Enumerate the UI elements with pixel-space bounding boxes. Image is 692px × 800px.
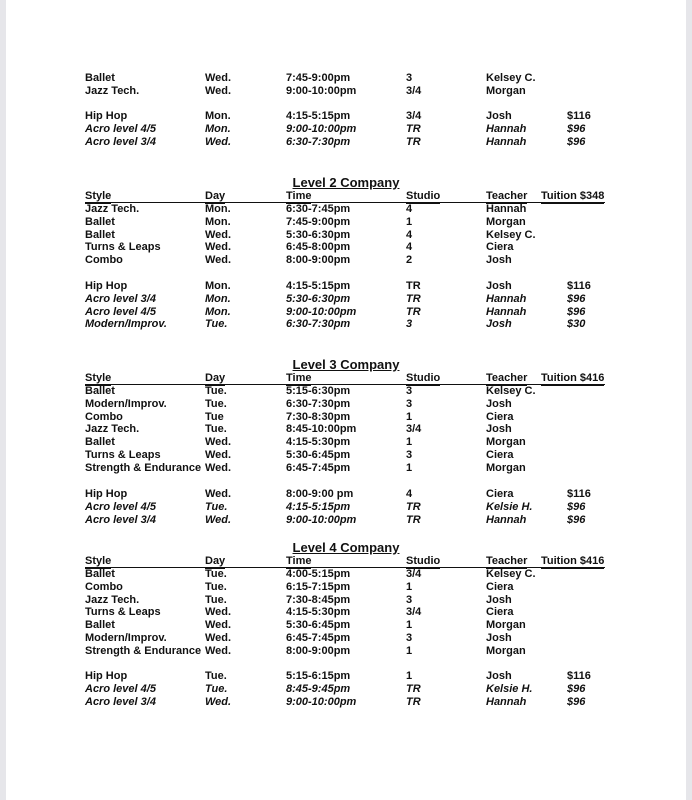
- cell-style: Acro level 3/4: [85, 513, 156, 526]
- cell-day: Wed.: [205, 695, 232, 708]
- cell-day: Wed.: [205, 135, 232, 148]
- elective-row: [0, 514, 692, 527]
- cell-time: 7:30-8:45pm: [286, 593, 351, 606]
- cell-style: Combo: [85, 410, 123, 423]
- cell-time: 6:30-7:45pm: [286, 203, 351, 215]
- cell-style: Strength & Endurance: [85, 644, 202, 657]
- cell-time: 8:00-9:00 pm: [286, 488, 354, 500]
- cell-style: Combo: [85, 254, 123, 267]
- cell-teacher: Josh: [486, 670, 512, 682]
- cell-tuition: $116: [567, 280, 591, 292]
- cell-studio: 1: [406, 644, 413, 657]
- cell-teacher: Morgan: [486, 436, 526, 449]
- cell-studio: 3: [406, 385, 413, 397]
- cell-tuition: $96: [567, 500, 586, 513]
- class-row: [0, 619, 692, 632]
- cell-style: Acro level 4/5: [85, 305, 156, 318]
- cell-studio: 1: [406, 461, 413, 474]
- cell-style: Ballet: [85, 568, 115, 580]
- cell-day: Tue.: [205, 568, 227, 580]
- cell-studio: 2: [406, 254, 413, 267]
- cell-time: 5:15-6:15pm: [286, 670, 351, 682]
- cell-style: Acro level 4/5: [85, 500, 156, 513]
- elective-row: [0, 696, 692, 709]
- cell-day: Wed.: [205, 606, 232, 619]
- cell-studio: TR: [406, 500, 421, 513]
- cell-day: Tue.: [205, 682, 228, 695]
- cell-teacher: Morgan: [486, 84, 526, 97]
- table-header: [0, 190, 692, 203]
- elective-row: [0, 280, 692, 293]
- cell-style: Jazz Tech.: [85, 423, 140, 436]
- cell-time: 5:30-6:45pm: [286, 449, 351, 461]
- cell-time: 4:15-5:15pm: [286, 500, 351, 513]
- cell-style: Ballet: [85, 436, 115, 449]
- class-row: [0, 398, 692, 411]
- cell-studio: 3: [406, 449, 413, 461]
- table-header: [0, 555, 692, 568]
- cell-day: Tue.: [205, 593, 227, 606]
- cell-teacher: Morgan: [486, 644, 526, 657]
- cell-time: 4:15-5:30pm: [286, 606, 351, 619]
- cell-time: 8:45-9:45pm: [286, 682, 351, 695]
- cell-day: Mon.: [205, 110, 231, 122]
- cell-style: Strength & Endurance: [85, 461, 202, 474]
- section-title: Level 4 Company: [292, 540, 400, 555]
- cell-time: 7:45-9:00pm: [286, 72, 351, 84]
- header-time: Time: [286, 372, 312, 384]
- cell-studio: 3: [406, 593, 413, 606]
- cell-day: Wed.: [205, 84, 232, 97]
- cell-day: Wed.: [205, 436, 232, 449]
- cell-studio: TR: [406, 513, 421, 526]
- elective-row: [0, 136, 692, 149]
- cell-tuition: $96: [567, 305, 586, 318]
- class-row: [0, 241, 692, 254]
- cell-teacher: Josh: [486, 280, 512, 292]
- class-row: [0, 606, 692, 619]
- cell-time: 9:00-10:00pm: [286, 513, 357, 526]
- cell-day: Tue.: [205, 423, 227, 436]
- cell-studio: 3/4: [406, 606, 422, 619]
- header-time: Time: [286, 555, 312, 567]
- cell-studio: 3/4: [406, 423, 422, 436]
- cell-studio: TR: [406, 122, 421, 135]
- cell-day: Mon.: [205, 305, 231, 318]
- class-row: [0, 385, 692, 398]
- class-row: [0, 216, 692, 229]
- cell-day: Mon.: [205, 203, 231, 215]
- cell-time: 8:00-9:00pm: [286, 644, 351, 657]
- elective-row: [0, 501, 692, 514]
- elective-row: [0, 683, 692, 696]
- cell-studio: TR: [406, 280, 421, 292]
- cell-day: Tue.: [205, 385, 227, 397]
- header-style: Style: [85, 190, 112, 202]
- class-row: [0, 72, 692, 85]
- cell-studio: 1: [406, 619, 413, 632]
- cell-time: 6:15-7:15pm: [286, 580, 351, 593]
- cell-style: Modern/Improv.: [85, 397, 167, 410]
- cell-tuition: $96: [567, 292, 586, 305]
- cell-tuition: $116: [567, 488, 591, 500]
- cell-time: 6:30-7:30pm: [286, 397, 351, 410]
- header-studio: Studio: [406, 190, 441, 202]
- class-row: [0, 423, 692, 436]
- cell-studio: TR: [406, 305, 421, 318]
- cell-style: Acro level 3/4: [85, 135, 156, 148]
- cell-teacher: Morgan: [486, 461, 526, 474]
- class-row: [0, 645, 692, 658]
- class-row: [0, 594, 692, 607]
- cell-teacher: Ciera: [486, 580, 514, 593]
- cell-tuition: $96: [567, 695, 586, 708]
- cell-studio: 3/4: [406, 110, 422, 122]
- header-style: Style: [85, 372, 112, 384]
- cell-style: Hip Hop: [85, 280, 128, 292]
- cell-studio: 1: [406, 580, 413, 593]
- cell-style: Turns & Leaps: [85, 449, 161, 461]
- cell-time: 5:15-6:30pm: [286, 385, 351, 397]
- cell-studio: 3/4: [406, 568, 422, 580]
- cell-day: Tue.: [205, 580, 227, 593]
- cell-teacher: Ciera: [486, 488, 514, 500]
- cell-time: 6:30-7:30pm: [286, 318, 351, 331]
- cell-style: Acro level 3/4: [85, 695, 156, 708]
- cell-style: Jazz Tech.: [85, 593, 140, 606]
- cell-day: Wed.: [205, 228, 232, 241]
- cell-time: 4:15-5:15pm: [286, 110, 351, 122]
- cell-studio: 3: [406, 318, 413, 331]
- cell-time: 9:00-10:00pm: [286, 84, 357, 97]
- elective-row: [0, 306, 692, 319]
- class-row: [0, 436, 692, 449]
- cell-teacher: Ciera: [486, 241, 514, 254]
- cell-teacher: Kelsey C.: [486, 385, 536, 397]
- cell-teacher: Josh: [486, 318, 512, 331]
- cell-time: 7:45-9:00pm: [286, 215, 351, 228]
- cell-day: Wed.: [205, 241, 232, 254]
- cell-day: Mon.: [205, 122, 231, 135]
- cell-style: Jazz Tech.: [85, 203, 140, 215]
- cell-style: Ballet: [85, 228, 115, 241]
- cell-tuition: $96: [567, 513, 586, 526]
- cell-style: Ballet: [85, 72, 115, 84]
- cell-time: 8:45-10:00pm: [286, 423, 357, 436]
- cell-time: 8:00-9:00pm: [286, 254, 351, 267]
- class-row: [0, 632, 692, 645]
- cell-tuition: $116: [567, 110, 591, 122]
- cell-time: 6:45-7:45pm: [286, 632, 351, 644]
- cell-studio: 4: [406, 488, 413, 500]
- cell-studio: 1: [406, 215, 413, 228]
- header-time: Time: [286, 190, 312, 202]
- elective-row: [0, 318, 692, 331]
- header-studio: Studio: [406, 555, 441, 567]
- cell-teacher: Ciera: [486, 606, 514, 619]
- cell-teacher: Hannah: [486, 305, 527, 318]
- header-teacher: Teacher: [486, 555, 528, 567]
- cell-teacher: Hannah: [486, 292, 527, 305]
- cell-day: Wed.: [205, 632, 232, 644]
- cell-day: Mon.: [205, 292, 231, 305]
- cell-teacher: Ciera: [486, 410, 514, 423]
- cell-time: 5:30-6:45pm: [286, 619, 351, 632]
- cell-teacher: Morgan: [486, 215, 526, 228]
- cell-teacher: Josh: [486, 110, 512, 122]
- cell-style: Modern/Improv.: [85, 318, 167, 331]
- cell-teacher: Ciera: [486, 449, 514, 461]
- table-header: [0, 372, 692, 385]
- cell-teacher: Kelsie H.: [486, 682, 533, 695]
- section-title: Level 2 Company: [292, 175, 400, 190]
- cell-studio: TR: [406, 292, 421, 305]
- header-studio: Studio: [406, 372, 441, 384]
- cell-style: Hip Hop: [85, 670, 128, 682]
- header-teacher: Teacher: [486, 190, 528, 202]
- cell-teacher: Josh: [486, 632, 512, 644]
- cell-teacher: Josh: [486, 254, 512, 267]
- cell-teacher: Hannah: [486, 695, 527, 708]
- cell-time: 6:45-7:45pm: [286, 461, 351, 474]
- header-tuition: Tuition $416: [541, 372, 605, 384]
- header-day: Day: [205, 190, 226, 202]
- cell-day: Tue.: [205, 500, 228, 513]
- class-row: [0, 229, 692, 242]
- cell-style: Acro level 3/4: [85, 292, 156, 305]
- cell-day: Tue.: [205, 318, 228, 331]
- cell-style: Turns & Leaps: [85, 241, 161, 254]
- cell-day: Mon.: [205, 280, 231, 292]
- class-row: [0, 411, 692, 424]
- cell-style: Ballet: [85, 385, 115, 397]
- cell-style: Jazz Tech.: [85, 84, 140, 97]
- elective-row: [0, 123, 692, 136]
- class-row: [0, 449, 692, 462]
- cell-style: Ballet: [85, 215, 115, 228]
- header-tuition: Tuition $348: [541, 190, 605, 202]
- cell-day: Wed.: [205, 488, 232, 500]
- cell-day: Wed.: [205, 254, 232, 267]
- cell-style: Ballet: [85, 619, 115, 632]
- cell-teacher: Kelsie H.: [486, 500, 533, 513]
- cell-studio: 4: [406, 241, 413, 254]
- cell-teacher: Josh: [486, 423, 512, 436]
- cell-style: Modern/Improv.: [85, 632, 167, 644]
- cell-studio: 3: [406, 72, 413, 84]
- class-row: [0, 85, 692, 98]
- cell-studio: 3: [406, 397, 413, 410]
- header-teacher: Teacher: [486, 372, 528, 384]
- class-row: [0, 203, 692, 216]
- cell-studio: 3: [406, 632, 413, 644]
- cell-day: Mon.: [205, 215, 231, 228]
- cell-studio: 4: [406, 203, 413, 215]
- cell-day: Wed.: [205, 449, 232, 461]
- elective-row: [0, 488, 692, 501]
- cell-tuition: $96: [567, 122, 586, 135]
- cell-style: Combo: [85, 580, 123, 593]
- cell-tuition: $30: [567, 318, 586, 331]
- cell-style: Acro level 4/5: [85, 122, 156, 135]
- cell-studio: 3/4: [406, 84, 422, 97]
- cell-style: Turns & Leaps: [85, 606, 161, 619]
- cell-teacher: Kelsey C.: [486, 568, 536, 580]
- cell-day: Tue.: [205, 670, 227, 682]
- cell-studio: 1: [406, 670, 413, 682]
- cell-teacher: Hannah: [486, 513, 527, 526]
- cell-day: Wed.: [205, 644, 232, 657]
- cell-teacher: Josh: [486, 397, 512, 410]
- cell-tuition: $96: [567, 135, 586, 148]
- cell-style: Acro level 4/5: [85, 682, 156, 695]
- cell-day: Wed.: [205, 619, 232, 632]
- class-row: [0, 254, 692, 267]
- cell-day: Tue: [205, 410, 224, 423]
- class-row: [0, 462, 692, 475]
- cell-studio: 1: [406, 436, 413, 449]
- cell-time: 4:15-5:15pm: [286, 280, 351, 292]
- cell-studio: 1: [406, 410, 413, 423]
- cell-teacher: Kelsey C.: [486, 72, 536, 84]
- cell-studio: TR: [406, 135, 421, 148]
- elective-row: [0, 293, 692, 306]
- section-title: Level 3 Company: [292, 357, 400, 372]
- cell-style: Hip Hop: [85, 110, 128, 122]
- cell-time: 5:30-6:30pm: [286, 228, 351, 241]
- cell-studio: 4: [406, 228, 413, 241]
- cell-time: 9:00-10:00pm: [286, 122, 357, 135]
- cell-time: 6:45-8:00pm: [286, 241, 351, 254]
- cell-time: 4:00-5:15pm: [286, 568, 351, 580]
- header-tuition: Tuition $416: [541, 555, 605, 567]
- header-day: Day: [205, 555, 226, 567]
- header-day: Day: [205, 372, 226, 384]
- cell-time: 6:30-7:30pm: [286, 135, 351, 148]
- cell-day: Wed.: [205, 513, 232, 526]
- elective-row: [0, 670, 692, 683]
- cell-studio: TR: [406, 695, 421, 708]
- cell-day: Wed.: [205, 72, 232, 84]
- cell-teacher: Hannah: [486, 203, 527, 215]
- cell-tuition: $116: [567, 670, 591, 682]
- cell-day: Tue.: [205, 397, 227, 410]
- cell-day: Wed.: [205, 461, 232, 474]
- cell-time: 5:30-6:30pm: [286, 292, 351, 305]
- class-row: [0, 568, 692, 581]
- cell-studio: TR: [406, 682, 421, 695]
- class-row: [0, 581, 692, 594]
- cell-teacher: Kelsey C.: [486, 228, 536, 241]
- cell-teacher: Josh: [486, 593, 512, 606]
- cell-style: Hip Hop: [85, 488, 128, 500]
- cell-tuition: $96: [567, 682, 586, 695]
- cell-teacher: Morgan: [486, 619, 526, 632]
- cell-teacher: Hannah: [486, 122, 527, 135]
- cell-time: 9:00-10:00pm: [286, 305, 357, 318]
- cell-teacher: Hannah: [486, 135, 527, 148]
- cell-time: 7:30-8:30pm: [286, 410, 351, 423]
- cell-time: 4:15-5:30pm: [286, 436, 351, 449]
- elective-row: [0, 110, 692, 123]
- cell-time: 9:00-10:00pm: [286, 695, 357, 708]
- header-style: Style: [85, 555, 112, 567]
